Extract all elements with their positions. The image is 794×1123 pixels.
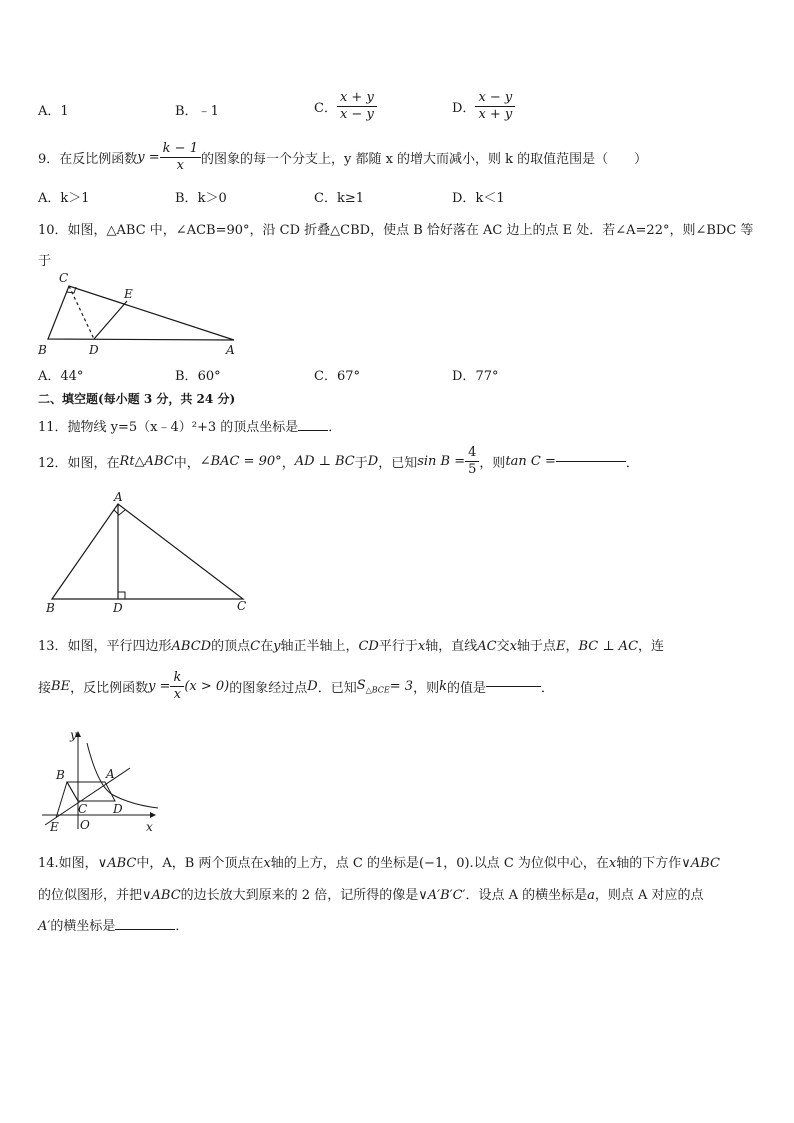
q10-stem-line1: 10．如图，△ABC 中，∠ACB=90°，沿 CD 折叠△CBD，使点 B 恰好落在 AC 边上的点 E 处．若∠A=22°，则∠BDC 等 xyxy=(38,223,754,238)
right-angle-mark-d xyxy=(118,592,125,599)
q11-answer-blank[interactable] xyxy=(298,430,328,431)
q9-option-d: D．k＜1 xyxy=(452,191,505,206)
segment-bc xyxy=(67,782,78,801)
label-o: O xyxy=(80,818,90,832)
q10-stem-line2: 于 xyxy=(38,254,52,269)
q9-stem: 9．在反比例函数y = $\frac{k - 1}{x}$ 的图象的每一个分支上，y 都随 x 的增大而减小，则 k 的取值范围是（ ） xyxy=(38,141,648,173)
q10-option-c: C．67° xyxy=(314,369,360,384)
label-c: C xyxy=(78,802,88,816)
segment-be xyxy=(56,782,67,818)
q10-option-d: D．77° xyxy=(452,369,499,384)
label-e: E xyxy=(124,287,133,301)
q8-option-c: C． $\frac{x + y}{x - y}$ xyxy=(314,90,377,123)
triangle-abc xyxy=(52,504,243,599)
segment-de xyxy=(94,301,127,339)
label-d: D xyxy=(89,343,99,357)
q14-stem-line1: 14.如图，∨ABC中，A，B 两个顶点在x轴的上方，点 C 的坐标是(−1，0).以点 C 为位似中心，在x轴的下方作∨ABC xyxy=(38,856,720,871)
q10-option-a: A．44° xyxy=(38,369,84,384)
q14-answer-blank[interactable] xyxy=(115,929,175,930)
label-c: C xyxy=(237,599,247,613)
q13-stem-line2: 接BE，反比例函数y = $\frac{k}{x}$ (x > 0)的图象经过点D．已知$S_{\triangle BCE}= 3$，则k的值是 ． xyxy=(38,670,554,702)
label-d: D xyxy=(113,601,123,615)
section-title: 二、填空题(每小题 3 分，共 24 分) xyxy=(38,392,236,406)
label-c: C xyxy=(59,271,69,285)
label-b: B xyxy=(38,343,47,357)
q12-answer-blank[interactable] xyxy=(556,461,626,462)
q10-option-b: B．60° xyxy=(175,369,221,384)
label-a: A xyxy=(226,343,235,357)
q13-figure xyxy=(40,725,165,837)
x-axis-arrow xyxy=(150,812,156,818)
label-a: A xyxy=(114,490,123,504)
hyperbola-curve xyxy=(87,743,158,808)
label-b: B xyxy=(56,768,65,782)
label-a: A xyxy=(106,767,115,781)
q8-option-b: B．﹣1 xyxy=(175,104,219,119)
triangle-abc xyxy=(48,286,234,340)
q8-option-a: A．1 xyxy=(38,104,69,119)
label-d: D xyxy=(113,802,123,816)
q8-option-d: D． $\frac{x - y}{x + y}$ xyxy=(452,90,515,123)
q12-figure xyxy=(40,488,260,618)
label-b: B xyxy=(46,601,55,615)
q13-stem-line1: 13．如图，平行四边形ABCD的顶点C在y轴正半轴上，CD平行于x轴，直线AC交x轴于点E，BC ⊥ AC，连 xyxy=(38,639,665,654)
q11-stem: 11．抛物线 y=5（x﹣4）²+3 的顶点坐标是 ． xyxy=(38,420,342,435)
label-y: y xyxy=(70,728,77,742)
q10-figure xyxy=(34,270,244,360)
q9-option-a: A．k＞1 xyxy=(38,191,90,206)
label-x: x xyxy=(146,820,153,834)
q13-answer-blank[interactable] xyxy=(486,686,541,687)
fold-line-cd xyxy=(69,286,94,339)
q14-stem-line3: A′的横坐标是 ． xyxy=(38,919,189,934)
right-angle-mark-a xyxy=(114,510,125,515)
q9-option-b: B．k＞0 xyxy=(175,191,227,206)
q14-stem-line2: 的位似图形，并把∨ABC的边长放大到原来的 2 倍，记所得的像是∨A′B′C′．设点 A 的横坐标是a，则点 A 对应的点 xyxy=(38,888,704,903)
label-e: E xyxy=(50,820,59,834)
q12-stem: 12．如图，在Rt△ABC中，∠BAC = 90°，AD ⊥ BC于D，已知sin B = $\frac{4}{5}$ ，则tan C = ． xyxy=(38,445,639,477)
q9-option-c: C．k≥1 xyxy=(314,191,364,206)
